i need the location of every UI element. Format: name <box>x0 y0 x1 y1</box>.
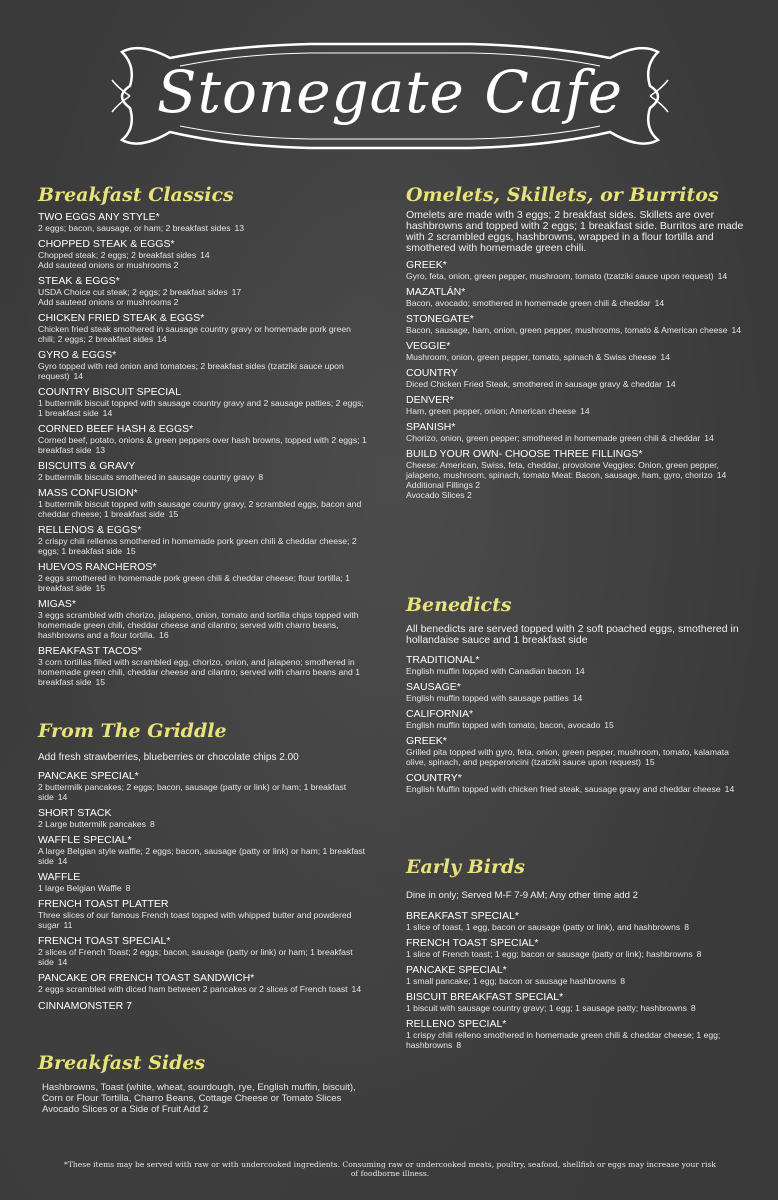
menu-item-name: CORNED BEEF HASH & EGGS* <box>38 423 194 435</box>
benedicts-list <box>406 654 746 794</box>
menu-item <box>406 394 746 416</box>
menu-item-name: PANCAKE SPECIAL* <box>38 770 139 782</box>
menu-item-name: STONEGATE* <box>406 313 474 325</box>
menu-item-addon: Avocado Slices 2 <box>406 490 472 500</box>
menu-item-description: 1 small pancake; 1 egg; bacon or sausage hashbrowns 8 <box>406 976 625 986</box>
omelets-list <box>406 259 746 500</box>
menu-item <box>406 313 746 335</box>
menu-item-price: 14 <box>200 250 210 260</box>
menu-item-price: 14 <box>102 408 113 418</box>
menu-item <box>38 645 368 687</box>
menu-item-name: BREAKFAST TACOS* <box>38 645 142 657</box>
menu-item <box>406 964 746 986</box>
menu-item-description: Gyro topped with red onion and tomatoes; 2 breakfast sides (tzatziki sauce upon request) 14 <box>38 361 344 381</box>
sides-addon: Avocado Slices or a Side of Fruit Add 2 <box>42 1104 209 1115</box>
menu-item-description: 3 eggs scrambled with chorizo, jalapeno, onion, tomato and tortilla chips topped with homemade green chili, cheddar cheese and cilantro; served with charro beans, hashbrowns and a flour tortilla. 16 <box>38 610 359 640</box>
menu-item-price: 11 <box>63 920 73 930</box>
menu-item-name: HUEVOS RANCHEROS* <box>38 561 157 573</box>
menu-item-price: 14 <box>666 379 676 389</box>
menu-item-price: 8 <box>456 1040 462 1050</box>
menu-item <box>38 238 368 270</box>
menu-item-price: 14 <box>57 856 68 866</box>
menu-item-name: FRENCH TOAST PLATTER <box>38 898 169 910</box>
menu-item-price: 15 <box>95 677 106 687</box>
griddle-list <box>38 770 368 994</box>
menu-item-name: MIGAS* <box>38 598 76 610</box>
menu-item-description: 1 slice of toast, 1 egg, bacon or sausage (patty or link), and hashbrowns 8 <box>406 922 689 932</box>
menu-item-price: 14 <box>575 666 585 676</box>
menu-item <box>406 772 746 794</box>
menu-item <box>406 654 746 676</box>
menu-item-name: SAUSAGE* <box>406 681 461 693</box>
cinnamonster-item: CINNAMONSTER 7 <box>38 1000 132 1012</box>
section-title: Breakfast Classics <box>38 184 234 206</box>
menu-item-name: FRENCH TOAST SPECIAL* <box>38 935 171 947</box>
menu-item-description: 1 buttermilk biscuit topped with sausage country gravy, 2 scrambled eggs, bacon and cheddar cheese; 1 breakfast side 15 <box>38 499 362 519</box>
menu-item-description: 1 biscuit with sausage country gravy; 1 egg; 1 sausage patty; hashbrowns 8 <box>406 1003 696 1013</box>
section-title: Omelets, Skillets, or Burritos <box>406 184 719 206</box>
early-birds-section <box>406 856 746 1050</box>
benedicts-intro: All benedicts are served topped with 2 soft poached eggs, smothered in hollandaise sauce and 1 breakfast side <box>406 623 739 646</box>
menu-item-description: 2 eggs scrambled with diced ham between 2 pancakes or 2 slices of French toast 14 <box>38 984 362 994</box>
menu-item-description: English muffin topped with tomato, bacon, avocado 15 <box>406 720 614 730</box>
menu-item <box>38 598 368 640</box>
menu-item-name: CALIFORNIA* <box>406 708 474 720</box>
menu-item-description: Grilled pita topped with gyro, feta, onion, green pepper, mushroom, tomato, kalamata olive, spinach, and pepperoncini (tzatziki sauce upon request) 15 <box>406 747 729 767</box>
menu-item <box>38 487 368 519</box>
menu-item-description: A large Belgian style waffle; 2 eggs; bacon, sausage (patty or link) or ham; 1 breakfast side 14 <box>38 846 366 866</box>
menu-item <box>406 708 746 730</box>
menu-item-description: 2 eggs smothered in homemade pork green chili & cheddar cheese; flour tortilla; 1 breakfast side 15 <box>38 573 350 593</box>
menu-item-description: Chopped steak; 2 eggs; 2 breakfast sides 14 <box>38 250 210 260</box>
menu-item <box>38 561 368 593</box>
menu-item-description: Bacon, sausage, ham, onion, green pepper, mushrooms, tomato & American cheese 14 <box>406 325 742 335</box>
menu-item-name: VEGGIE* <box>406 340 451 352</box>
menu-item-price: 8 <box>258 472 264 482</box>
menu-item <box>38 386 368 418</box>
breakfast-sides-section <box>38 1052 368 1115</box>
menu-item-price: 8 <box>149 819 155 829</box>
menu-item-name: GYRO & EGGS* <box>38 349 117 361</box>
menu-item-addon: Add sauteed onions or mushrooms 2 <box>38 260 179 270</box>
menu-item-price: 14 <box>731 325 742 335</box>
menu-item-name: COUNTRY* <box>406 772 462 784</box>
menu-item-price: 14 <box>572 693 583 703</box>
menu-item-name: SPANISH* <box>406 421 456 433</box>
section-title: Breakfast Sides <box>38 1052 206 1074</box>
menu-item <box>38 349 368 381</box>
menu-item-price: 14 <box>716 470 727 480</box>
menu-item <box>406 421 746 443</box>
early-birds-intro: Dine in only; Served M-F 7-9 AM; Any other time add 2 <box>406 890 638 901</box>
menu-item-description: Corned beef, potato, onions & green peppers over hash browns, topped with 2 eggs; 1 breakfast side 13 <box>38 435 367 455</box>
menu-item-name: BISCUIT BREAKFAST SPECIAL* <box>406 991 564 1003</box>
menu-item-description: Diced Chicken Fried Steak, smothered in sausage gravy & cheddar 14 <box>406 379 676 389</box>
menu-item-price: 13 <box>95 445 106 455</box>
menu-item-price: 15 <box>604 720 614 730</box>
menu-item-description: Ham, green pepper, onion; American cheese 14 <box>406 406 590 416</box>
menu-item-price: 16 <box>159 630 169 640</box>
menu-item-price: 13 <box>234 223 245 233</box>
menu-item <box>406 735 746 767</box>
menu-item-name: WAFFLE SPECIAL* <box>38 834 132 846</box>
menu-item-price: 15 <box>645 757 655 767</box>
menu-item-price: 8 <box>684 922 689 932</box>
menu-item-price: 14 <box>157 334 167 344</box>
menu-item-description: English muffin topped with sausage patties 14 <box>406 693 583 703</box>
menu-item-price: 17 <box>231 287 242 297</box>
menu-item <box>406 340 746 362</box>
menu-item <box>38 275 368 307</box>
menu-item-description: Gyro, feta, onion, green pepper, mushroom, tomato (tzatziki sauce upon request) 14 <box>406 271 728 281</box>
breakfast-classics-list <box>38 211 368 687</box>
menu-item-description: 2 slices of French Toast; 2 eggs; bacon, sausage (patty or link) or ham; 1 breakfast side 14 <box>38 947 353 967</box>
menu-item-description: 2 buttermilk pancakes; 2 eggs; bacon, sausage (patty or link) or ham; 1 breakfast side 14 <box>38 782 347 802</box>
menu-item-price: 15 <box>126 546 136 556</box>
menu-item-price: 8 <box>125 883 131 893</box>
menu-item-description: Three slices of our famous French toast topped with whipped butter and powdered sugar 11 <box>38 910 352 930</box>
menu-item-price: 14 <box>717 271 728 281</box>
menu-item-description: 1 crispy chili relleno smothered in homemade green chili & cheddar cheese; 1 egg; hashbrowns 8 <box>406 1030 721 1050</box>
menu-item-name: DENVER* <box>406 394 454 406</box>
menu-item-name: STEAK & EGGS* <box>38 275 120 287</box>
menu-item-description: English muffin topped with Canadian bacon 14 <box>406 666 585 676</box>
menu-item <box>38 807 368 829</box>
menu-item-price: 8 <box>690 1003 696 1013</box>
menu-item <box>406 448 746 500</box>
menu-item-name: COUNTRY BISCUIT SPECIAL <box>38 386 181 398</box>
section-title: From The Griddle <box>38 720 227 742</box>
omelets-section <box>406 184 746 500</box>
menu-item <box>406 937 746 959</box>
menu-item <box>406 681 746 703</box>
menu-item-name: CHICKEN FRIED STEAK & EGGS* <box>38 312 205 324</box>
menu-item-description: English Muffin topped with chicken fried steak, sausage gravy and cheddar cheese 14 <box>406 784 735 794</box>
menu-item <box>406 367 746 389</box>
menu-item-name: TRADITIONAL* <box>406 654 480 666</box>
menu-item-description: 1 slice of French toast; 1 egg; bacon or sausage (patty or link); hashbrowns 8 <box>406 949 702 959</box>
menu-item-description: 3 corn tortillas filled with scrambled egg, chorizo, onion, and jalapeno; smothered in homemade green chili, cheddar cheese and cilantro; served with charro beans and 1 breakfast side 15 <box>38 657 360 687</box>
menu-item <box>38 460 368 482</box>
menu-item-name: RELLENO SPECIAL* <box>406 1018 507 1030</box>
menu-item-description: 2 Large buttermilk pancakes 8 <box>38 819 155 829</box>
menu-item-description: 2 buttermilk biscuits smothered in sausage country gravy 8 <box>38 472 264 482</box>
menu-item-description: 1 large Belgian Waffle 8 <box>38 883 131 893</box>
menu-item <box>38 935 368 967</box>
menu-item <box>38 770 368 802</box>
menu-item-addon: Additional Fillings 2 <box>406 480 481 490</box>
menu-item-price: 14 <box>57 792 68 802</box>
menu-item-name: COUNTRY <box>406 367 458 379</box>
menu-item-name: RELLENOS & EGGS* <box>38 524 142 536</box>
menu-item-name: BREAKFAST SPECIAL* <box>406 910 520 922</box>
menu-item-description: Chorizo, onion, green pepper; smothered in homemade green chili & cheddar 14 <box>406 433 714 443</box>
griddle-intro: Add fresh strawberries, blueberries or chocolate chips 2.00 <box>38 752 299 763</box>
menu-item-name: PANCAKE OR FRENCH TOAST SANDWICH* <box>38 972 255 984</box>
menu-item <box>38 871 368 893</box>
menu-item-description: Bacon, avocado; smothered in homemade green chili & cheddar 14 <box>406 298 665 308</box>
menu-item-price: 15 <box>168 509 179 519</box>
menu-item <box>38 972 368 994</box>
menu-item-price: 14 <box>654 298 665 308</box>
menu-item <box>38 312 368 344</box>
menu-item-description: 1 buttermilk biscuit topped with sausage country gravy and 2 sausage patties; 2 eggs; 1 breakfast side 14 <box>38 398 364 418</box>
early-birds-list <box>406 910 746 1050</box>
menu-item-name: GREEK* <box>406 259 447 271</box>
menu-item <box>38 211 368 233</box>
menu-item-name: GREEK* <box>406 735 447 747</box>
sides-text: Hashbrowns, Toast (white, wheat, sourdough, rye, English muffin, biscuit), Corn or Flour Tortilla, Charro Beans, Cottage Cheese or Tomato Slices <box>42 1082 356 1104</box>
benedicts-section <box>406 594 746 794</box>
menu-item <box>406 1018 746 1050</box>
menu-item <box>406 991 746 1013</box>
menu-item-description: 2 crispy chili rellenos smothered in homemade pork green chili & cheddar cheese; 2 eggs; 1 breakfast side 15 <box>38 536 357 556</box>
title-banner <box>110 28 670 158</box>
menu-item-price: 14 <box>724 784 735 794</box>
menu-item-name: BISCUITS & GRAVY <box>38 460 136 472</box>
menu-item <box>406 910 746 932</box>
section-title: Early Birds <box>406 856 525 878</box>
menu-item-name: TWO EGGS ANY STYLE* <box>38 211 160 223</box>
allergen-footer: *These items may be served with raw or with undercooked ingredients. Consuming raw or undercooked meats, poultry, seafood, shellfish or eggs may increase your risk of foodborne illness. <box>64 1160 716 1178</box>
menu-item-description: USDA Choice cut steak; 2 eggs; 2 breakfast sides 17 <box>38 287 242 297</box>
menu-item-description: Cheese: American, Swiss, feta, cheddar, provolone Veggies: Onion, green pepper, jalapeno, mushroom, spinach, tomato Meat: Bacon, sausage, ham, gyro, chorizo 14 <box>406 460 727 480</box>
menu-item <box>38 524 368 556</box>
menu-item-price: 8 <box>696 949 702 959</box>
section-title: Benedicts <box>406 594 512 616</box>
menu-item-name: MAZATLÁN* <box>406 286 466 298</box>
breakfast-classics-section <box>38 184 368 687</box>
menu-item-description: 2 eggs; bacon, sausage, or ham; 2 breakfast sides 13 <box>38 223 245 233</box>
menu-item-price: 14 <box>660 352 670 362</box>
menu-item-price: 14 <box>57 957 68 967</box>
omelets-intro: Omelets are made with 3 eggs; 2 breakfast sides. Skillets are over hashbrowns and topped with 2 eggs; 1 breakfast side. Burritos are made with 2 scrambled eggs, hashbrowns, wrapped in a flour tortilla and smothered with homemade green chili. <box>406 209 744 254</box>
menu-item-name: PANCAKE SPECIAL* <box>406 964 507 976</box>
menu-item-name: CHOPPED STEAK & EGGS* <box>38 238 175 250</box>
menu-item-price: 8 <box>620 976 625 986</box>
menu-item-price: 14 <box>351 984 362 994</box>
griddle-section <box>38 720 368 1012</box>
menu-item <box>406 286 746 308</box>
menu-item-name: FRENCH TOAST SPECIAL* <box>406 937 539 949</box>
menu-item-name: BUILD YOUR OWN- CHOOSE THREE FILLINGS* <box>406 448 643 460</box>
menu-item <box>38 834 368 866</box>
menu-item <box>38 423 368 455</box>
menu-item-name: SHORT STACK <box>38 807 112 819</box>
menu-item <box>38 898 368 930</box>
menu-item <box>406 259 746 281</box>
cafe-title: Stonegate Cafe <box>156 58 624 126</box>
menu-item-addon: Add sauteed onions or mushrooms 2 <box>38 297 179 307</box>
menu-item-name: MASS CONFUSION* <box>38 487 138 499</box>
menu-item-price: 14 <box>704 433 714 443</box>
menu-item-name: WAFFLE <box>38 871 81 883</box>
menu-item-price: 14 <box>73 371 84 381</box>
menu-item-price: 15 <box>95 583 106 593</box>
menu-item-price: 14 <box>580 406 590 416</box>
menu-item-description: Mushroom, onion, green pepper, tomato, spinach & Swiss cheese 14 <box>406 352 670 362</box>
menu-item-description: Chicken fried steak smothered in sausage country gravy or homemade pork green chili; 2 eggs; 2 breakfast sides 14 <box>38 324 351 344</box>
